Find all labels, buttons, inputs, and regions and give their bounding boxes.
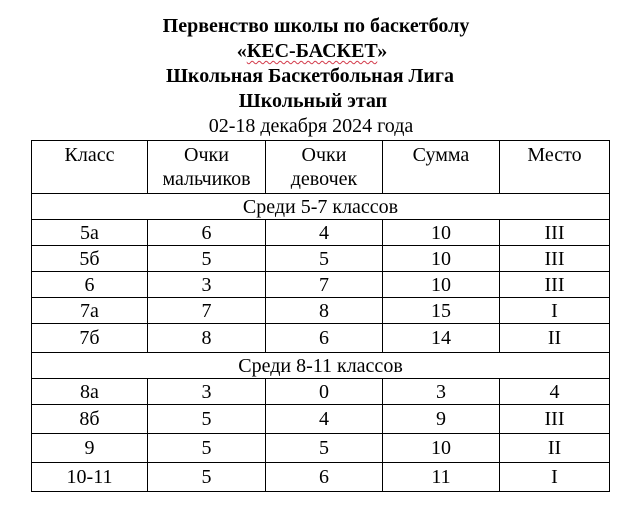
cell-sum: 14	[383, 324, 500, 353]
title-line-1: Первенство школы по баскетболу	[162, 15, 470, 37]
header-place: Место	[500, 141, 610, 194]
cell-place: II	[500, 324, 610, 353]
table-row	[32, 405, 610, 434]
cell-place: 4	[500, 379, 610, 405]
table-row	[32, 434, 610, 463]
event-dates: 02-18 декабря 2024 года	[208, 115, 414, 137]
header-boys-points	[148, 141, 266, 194]
title-line-2	[0, 40, 628, 62]
header-girls-line2: девочек	[290, 168, 358, 190]
cell-boys: 5	[148, 463, 266, 492]
table-row	[32, 324, 610, 353]
cell-girls: 5	[266, 434, 383, 463]
cell-sum: 10	[383, 434, 500, 463]
cell-boys: 5	[148, 246, 266, 272]
results-table	[31, 140, 610, 492]
cell-boys: 8	[148, 324, 266, 353]
quote-close: »	[377, 40, 388, 62]
cell-class: 8а	[32, 379, 148, 405]
cell-girls: 6	[266, 324, 383, 353]
cell-class: 6	[32, 272, 148, 298]
cell-boys: 5	[148, 434, 266, 463]
table-row	[32, 298, 610, 324]
section-label: Среди 8-11 классов	[32, 353, 610, 379]
section-row-5-7	[32, 194, 610, 220]
table-row	[32, 246, 610, 272]
cell-class: 5б	[32, 246, 148, 272]
cell-sum: 10	[383, 246, 500, 272]
cell-girls: 8	[266, 298, 383, 324]
cell-place: I	[500, 463, 610, 492]
brand-name: КЕС-БАСКЕТ	[246, 40, 378, 62]
cell-girls: 7	[266, 272, 383, 298]
section-row-8-11	[32, 353, 610, 379]
quote-open: «	[236, 40, 247, 62]
section-label: Среди 5-7 классов	[32, 194, 610, 220]
cell-sum: 10	[383, 220, 500, 246]
header-girls-line1: Очки	[301, 144, 347, 166]
cell-place: III	[500, 405, 610, 434]
cell-sum: 3	[383, 379, 500, 405]
cell-class: 9	[32, 434, 148, 463]
cell-girls: 0	[266, 379, 383, 405]
cell-girls: 5	[266, 246, 383, 272]
header-sum: Сумма	[383, 141, 500, 194]
header-boys-line2: мальчиков	[162, 168, 251, 190]
cell-girls: 6	[266, 463, 383, 492]
table-row	[32, 379, 610, 405]
cell-boys: 5	[148, 405, 266, 434]
cell-sum: 9	[383, 405, 500, 434]
header-girls-points	[266, 141, 383, 194]
cell-place: III	[500, 220, 610, 246]
cell-boys: 6	[148, 220, 266, 246]
cell-place: III	[500, 272, 610, 298]
cell-sum: 11	[383, 463, 500, 492]
header-class: Класс	[32, 141, 148, 194]
table-row	[32, 463, 610, 492]
cell-class: 8б	[32, 405, 148, 434]
header-boys-line1: Очки	[184, 144, 229, 166]
table-row	[32, 220, 610, 246]
cell-place: I	[500, 298, 610, 324]
title-line-4: Школьный этап	[238, 90, 388, 112]
cell-boys: 3	[148, 379, 266, 405]
cell-girls: 4	[266, 220, 383, 246]
header-row	[32, 141, 610, 194]
title-line-3: Школьная Баскетбольная Лига	[165, 65, 455, 87]
cell-sum: 15	[383, 298, 500, 324]
cell-place: II	[500, 434, 610, 463]
cell-place: III	[500, 246, 610, 272]
cell-class: 7а	[32, 298, 148, 324]
cell-girls: 4	[266, 405, 383, 434]
cell-boys: 3	[148, 272, 266, 298]
table-row	[32, 272, 610, 298]
cell-boys: 7	[148, 298, 266, 324]
cell-class: 10-11	[32, 463, 148, 492]
cell-class: 5а	[32, 220, 148, 246]
cell-sum: 10	[383, 272, 500, 298]
cell-class: 7б	[32, 324, 148, 353]
